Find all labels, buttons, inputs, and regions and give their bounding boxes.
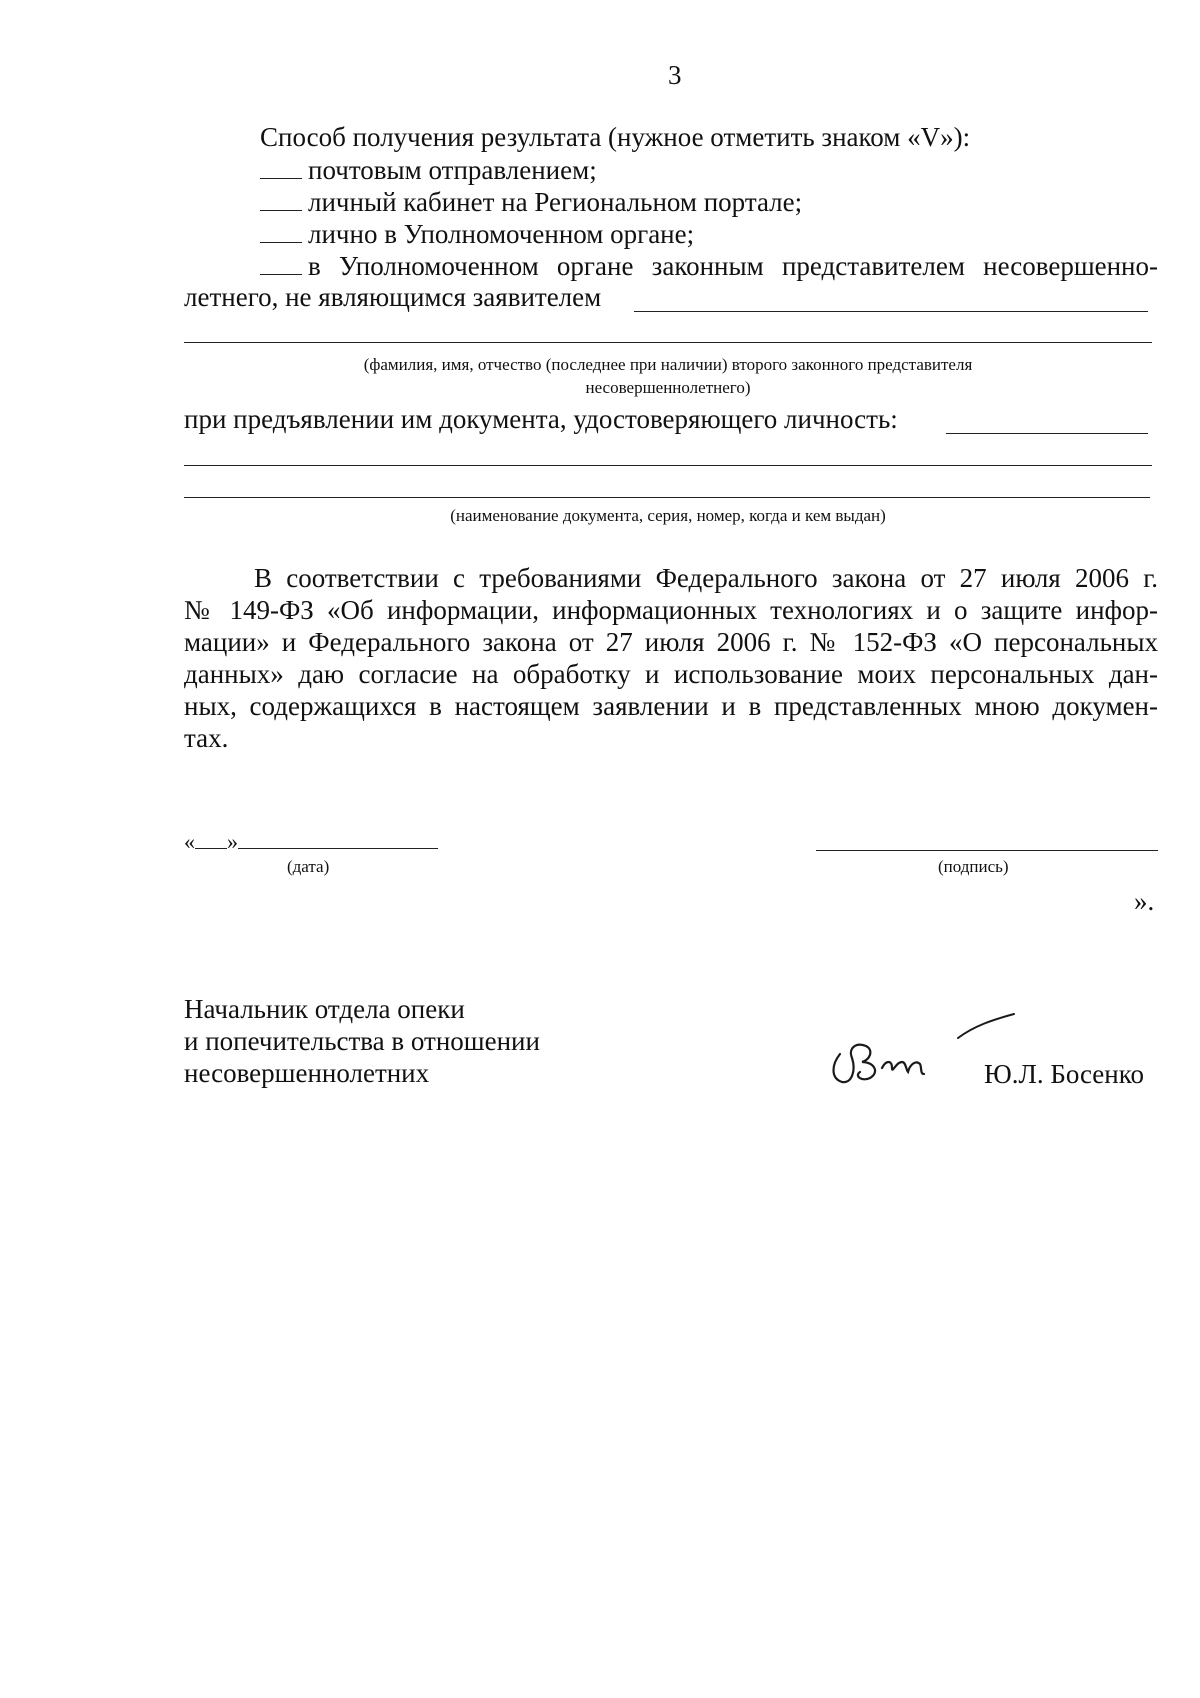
checkbox-blank[interactable]	[260, 156, 302, 179]
representative-name-field-line2[interactable]	[184, 342, 1152, 343]
consent-line-5: ных, содержащихся в настоящем заявлении и в представленных мною докумен-	[184, 691, 1158, 721]
receipt-option-representative-cont: летнего, не являющимся заявителем	[184, 282, 602, 312]
position-line-3: несовершеннолетних	[184, 1058, 430, 1088]
consent-line-1: В соответствии с требованиями Федерального закона от 27 июля 2006 г.	[254, 563, 1158, 593]
representative-caption-line2: несовершеннолетнего)	[585, 378, 751, 397]
signature-caption: (подпись)	[938, 857, 1009, 876]
id-document-field-line3[interactable]	[184, 497, 1150, 498]
id-document-field[interactable]	[946, 433, 1148, 434]
consent-line-4: данных» даю согласие на обработку и использование моих персональных дан-	[184, 659, 1158, 689]
receipt-heading: Способ получения результата (нужное отметить знаком «V»):	[260, 122, 971, 152]
signature-field[interactable]	[816, 850, 1158, 851]
checkbox-blank[interactable]	[260, 188, 302, 211]
consent-line-2: № 149-ФЗ «Об информации, информационных технологиях и о защите инфор-	[184, 595, 1158, 625]
date-month-year-blank[interactable]	[238, 830, 438, 849]
checkbox-blank[interactable]	[260, 252, 302, 275]
receipt-option-label: почтовым отправлением;	[308, 155, 597, 185]
receipt-option-portal	[260, 188, 802, 216]
receipt-option-label: в Уполномоченном органе законным представителем несовершенно-	[308, 251, 1158, 281]
position-line-1: Начальник отдела опеки	[184, 994, 465, 1024]
receipt-option-representative	[260, 252, 1158, 280]
consent-line-6: тах.	[184, 723, 229, 753]
id-document-text: при предъявлении им документа, удостоверяющего личность:	[184, 404, 898, 434]
checkbox-blank[interactable]	[260, 220, 302, 243]
id-document-caption: (наименование документа, серия, номер, когда и кем выдан)	[450, 506, 886, 525]
date-open-quote: «	[184, 829, 195, 854]
date-field[interactable]	[184, 830, 438, 853]
date-caption: (дата)	[287, 857, 330, 876]
page-number: 3	[668, 60, 682, 90]
date-day-blank[interactable]	[195, 830, 227, 849]
representative-caption-line1: (фамилия, имя, отчество (последнее при наличии) второго законного представителя	[363, 355, 973, 374]
signatory-name: Ю.Л. Босенко	[984, 1059, 1144, 1089]
position-line-2: и попечительства в отношении	[184, 1026, 540, 1056]
receipt-option-in-person	[260, 220, 694, 248]
id-document-field-line2[interactable]	[184, 465, 1152, 466]
date-close-quote: »	[227, 829, 238, 854]
receipt-option-post	[260, 156, 597, 184]
receipt-option-label: личный кабинет на Региональном портале;	[308, 187, 803, 217]
receipt-option-label: лично в Уполномоченном органе;	[308, 219, 695, 249]
consent-line-3: мации» и Федерального закона от 27 июля 2006 г. № 152-ФЗ «О персональных	[184, 627, 1158, 657]
representative-name-field[interactable]	[634, 311, 1148, 312]
closing-quote: ».	[1134, 886, 1155, 916]
